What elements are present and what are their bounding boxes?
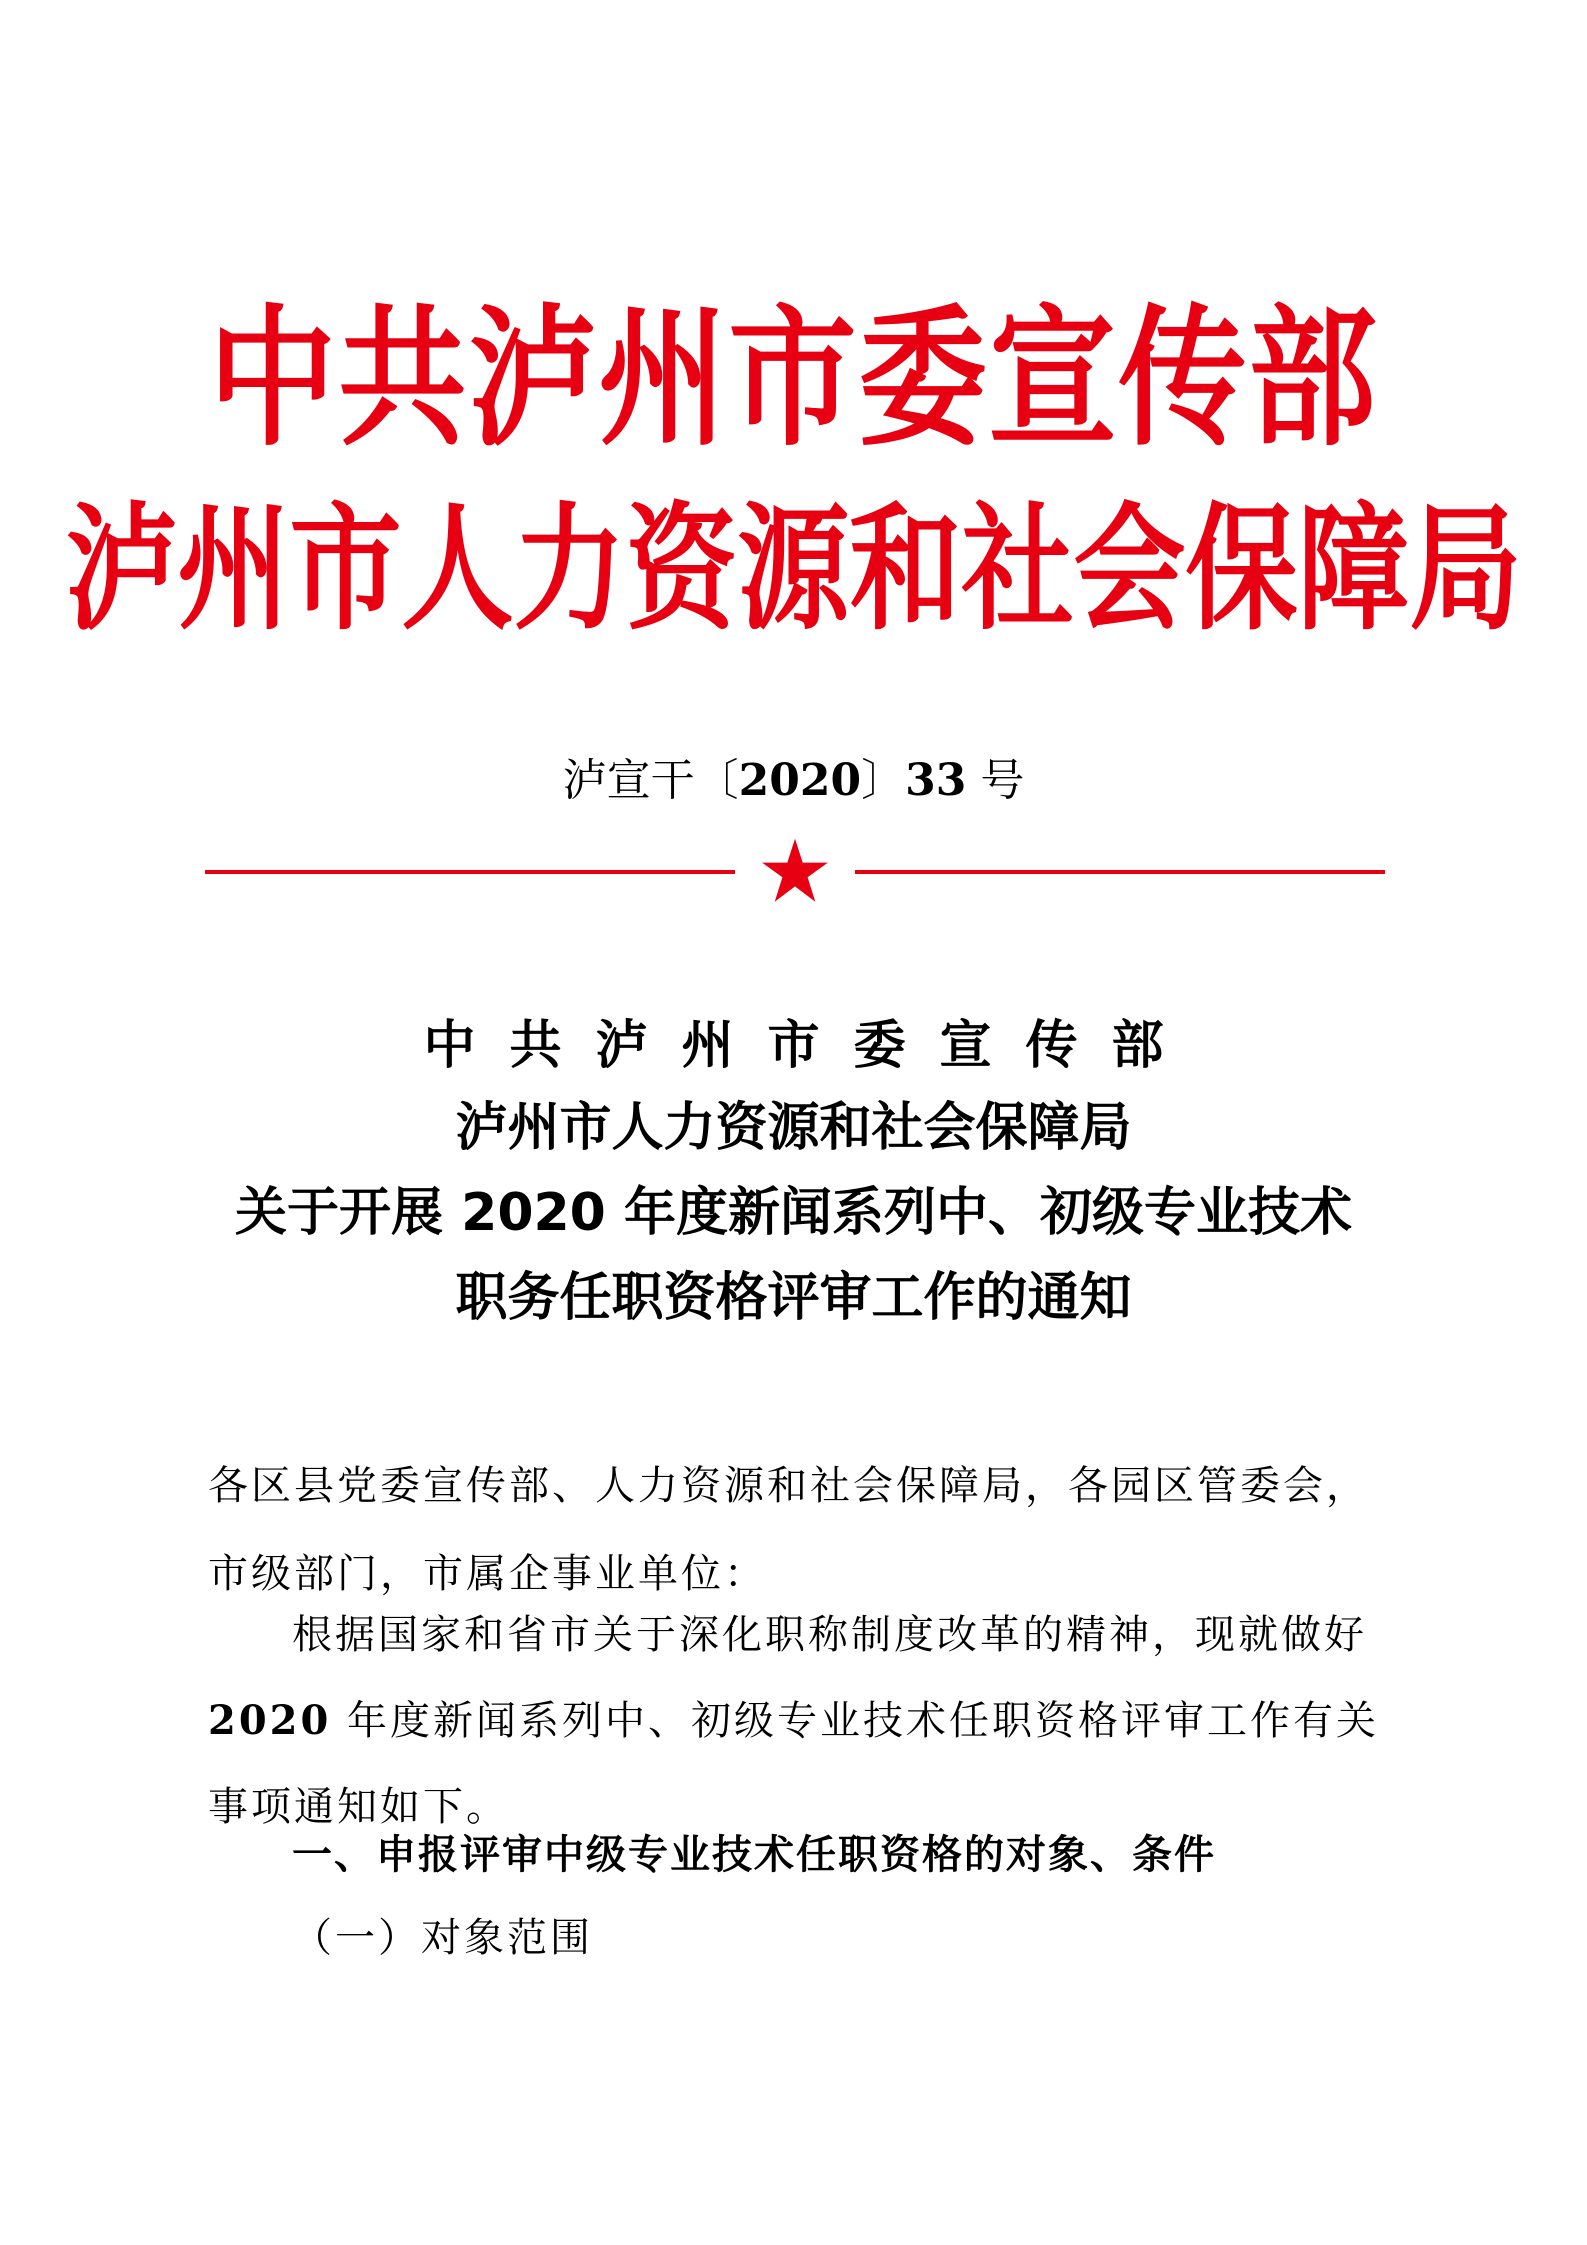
masthead-line-1: 中共泸州市委宣传部 [208, 291, 1379, 468]
masthead-line-2: 泸州市人力资源和社会保障局 [65, 490, 1522, 650]
red-separator-left [205, 870, 735, 874]
title-line-1: 中共泸州市委宣传部 [423, 1016, 1198, 1076]
red-separator-right [855, 870, 1385, 874]
paragraph-1 [208, 1592, 1386, 1850]
title-line-3: 关于开展 2020 年度新闻系列中、初级专业技术 [235, 1183, 1352, 1243]
title-line-4: 职务任职资格评审工作的通知 [455, 1268, 1132, 1328]
title-line-2: 泸州市人力资源和社会保障局 [455, 1098, 1132, 1158]
subsection-heading-1: （一）对象范围 [292, 1915, 593, 1961]
paragraph-1-year: 2020 [208, 1697, 332, 1744]
salutation: 各区县党委宣传部、人力资源和社会保障局，各园区管委会，市级部门，市属企事业单位： [208, 1463, 1369, 1597]
section-heading-1: 一、申报评审中级专业技术任职资格的对象、条件 [292, 1832, 1216, 1878]
doc-number-mid: 〕 [861, 755, 906, 806]
doc-number-year: 2020 [738, 755, 862, 806]
document-number [0, 752, 1587, 810]
doc-number-suffix: 号 [966, 755, 1025, 806]
doc-number-number: 33 [905, 755, 967, 806]
red-star-icon [760, 836, 830, 906]
doc-number-prefix: 泸宣干〔 [562, 755, 739, 806]
paragraph-1-rest: 年度新闻系列中、初级专业技术任职资格评审工作有关事项通知如下。 [208, 1698, 1380, 1830]
paragraph-1-start: 根据国家和省市关于深化职称制度改革的精神，现就做好 [292, 1612, 1367, 1658]
